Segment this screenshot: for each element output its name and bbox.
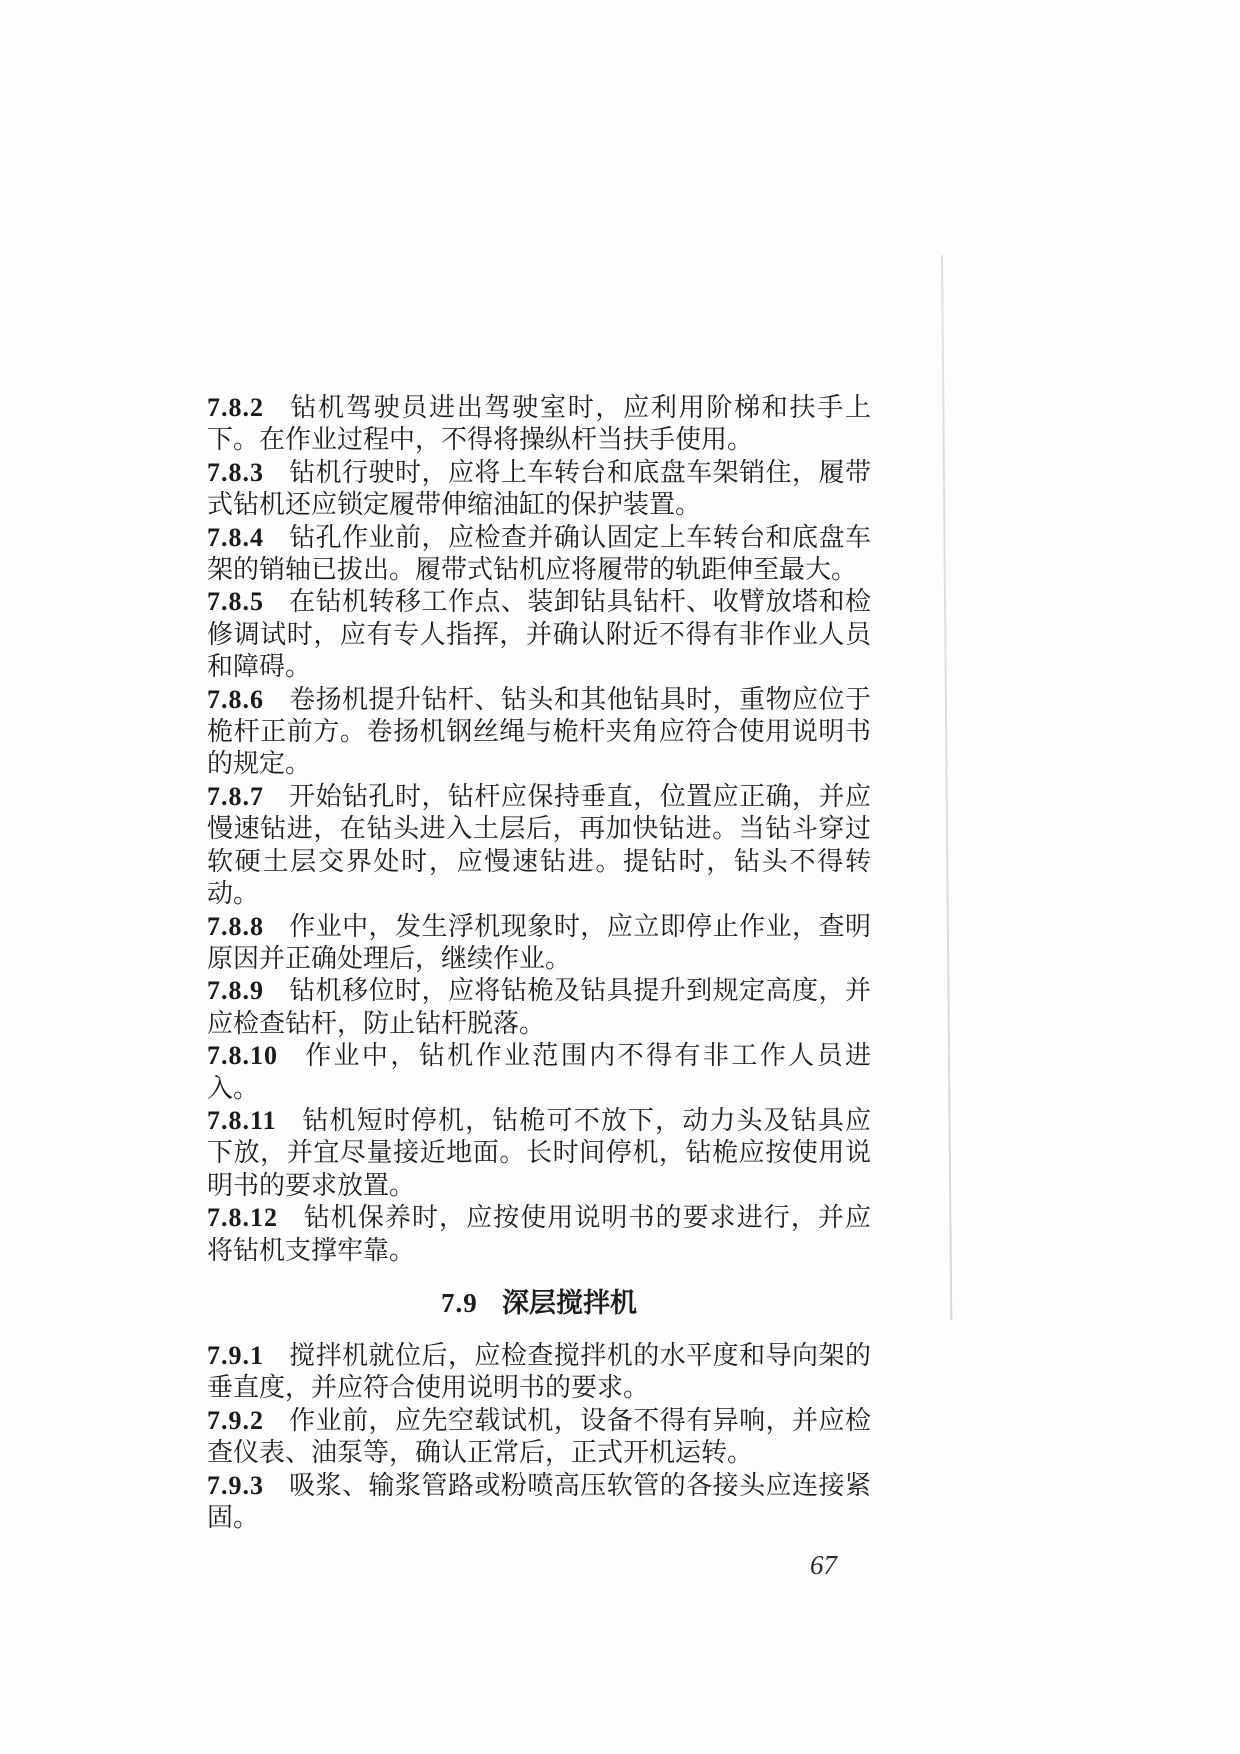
clause-text: 作业前，应先空载试机，设备不得有异响，并应检查仪表、油泵等，确认正常后，正式开机运转。 [207,1405,871,1468]
clause-text: 钻机驾驶员进出驾驶室时，应利用阶梯和扶手上下。在作业过程中，不得将操纵杆当扶手使用。 [207,393,871,455]
clause-7-8-2 [207,392,871,457]
clause-number: 7.8.11 [207,1105,277,1135]
section-heading [207,1286,871,1320]
clause-7-8-12 [207,1202,871,1267]
clause-number: 7.8.6 [207,684,264,714]
clause-text: 钻机行驶时，应将上车转台和底盘车架销住，履带式钻机还应锁定履带伸缩油缸的保护装置。 [207,457,871,520]
clause-number: 7.9.2 [207,1405,264,1435]
clause-text: 钻机移位时，应将钻桅及钻具提升到规定高度，并应检查钻杆，防止钻杆脱落。 [207,976,871,1038]
clause-text: 作业中，发生浮机现象时，应立即停止作业，查明原因并正确处理后，继续作业。 [207,911,871,973]
document-body [207,392,871,1580]
clause-7-8-7 [207,781,871,911]
clause-number: 7.9.1 [207,1340,264,1370]
page-number: 67 [810,1550,837,1581]
clause-7-8-3 [207,457,871,522]
clause-number: 7.8.2 [207,393,264,422]
section-heading-number: 7.9 [440,1287,478,1318]
clause-7-9-3 [207,1470,871,1535]
clause-number: 7.8.4 [207,522,264,552]
clause-7-8-4 [207,522,871,587]
clause-7-8-6 [207,684,871,781]
clause-text: 作业中，钻机作业范围内不得有非工作人员进入。 [207,1041,871,1103]
clause-number: 7.8.10 [207,1041,278,1071]
clause-number: 7.8.12 [207,1203,278,1233]
clause-text: 钻机短时停机，钻桅可不放下，动力头及钻具应下放，并宜尽量接近地面。长时间停机，钻桅应按使用说明书的要求放置。 [207,1105,871,1200]
clause-number: 7.8.7 [207,781,264,811]
section-heading-title: 深层搅拌机 [502,1287,638,1318]
scan-edge-line [941,255,952,1320]
clause-number: 7.8.8 [207,911,264,941]
clause-text: 卷扬机提升钻杆、钻头和其他钻具时，重物应位于桅杆正前方。卷扬机钢丝绳与桅杆夹角应符合使用说明书的规定。 [207,684,871,779]
clause-number: 7.8.3 [207,457,264,487]
clause-number: 7.8.9 [207,976,264,1006]
clause-text: 钻孔作业前，应检查并确认固定上车转台和底盘车架的销轴已拔出。履带式钻机应将履带的轨距伸至最大。 [207,522,871,585]
clause-7-8-5 [207,586,871,683]
clause-text: 吸浆、输浆管路或粉喷高压软管的各接头应连接紧固。 [207,1470,871,1532]
clause-number: 7.8.5 [207,587,264,617]
clause-number: 7.9.3 [207,1470,264,1500]
clause-7-8-11 [207,1105,871,1202]
clause-7-8-8 [207,911,871,976]
clause-7-9-1 [207,1340,871,1405]
clause-7-8-9 [207,975,871,1040]
clause-text: 开始钻孔时，钻杆应保持垂直，位置应正确，并应慢速钻进，在钻头进入土层后，再加快钻进。当钻斗穿过软硬土层交界处时，应慢速钻进。提钻时，钻头不得转动。 [207,781,871,909]
clause-text: 搅拌机就位后，应检查搅拌机的水平度和导向架的垂直度，并应符合使用说明书的要求。 [207,1340,871,1403]
clause-text: 钻机保养时，应按使用说明书的要求进行，并应将钻机支撑牢靠。 [207,1203,871,1265]
clause-text: 在钻机转移工作点、装卸钻具钻杆、收臂放塔和检修调试时，应有专人指挥，并确认附近不得有非作业人员和障碍。 [207,587,871,682]
clause-7-8-10 [207,1040,871,1105]
clause-7-9-2 [207,1405,871,1470]
